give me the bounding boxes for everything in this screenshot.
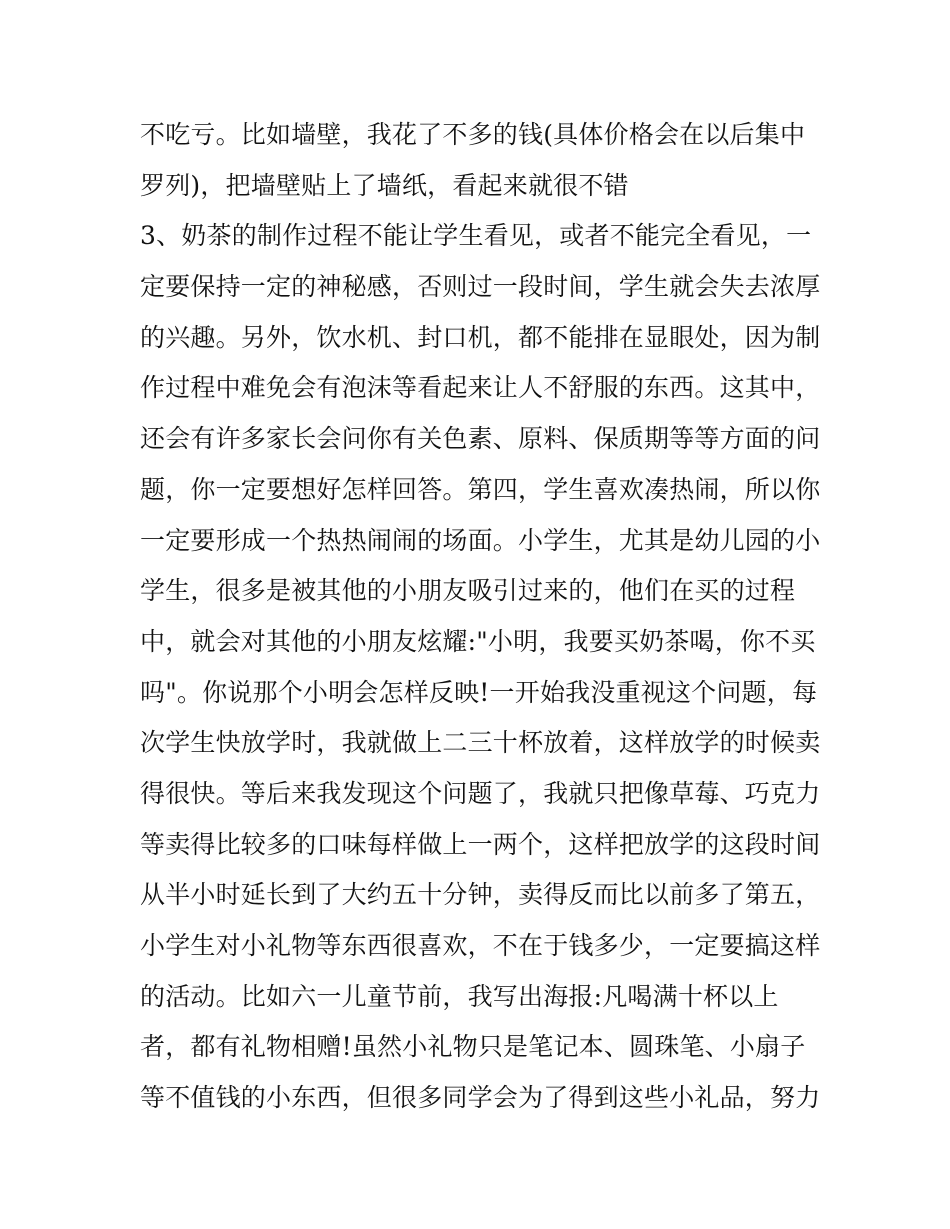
body-text <box>140 110 830 1124</box>
text-line: 次学生快放学时，我就做上二三十杯放着，这样放学的时候卖 <box>140 728 821 758</box>
text-line: 3、奶茶的制作过程不能让学生看见，或者不能完全看见，一 <box>140 221 812 251</box>
text-line: 不吃亏。比如墙壁，我花了不多的钱(具体价格会在以后集中 <box>140 120 806 149</box>
text-line: 中，就会对其他的小朋友炫耀:"小明，我要买奶茶喝，你不买 <box>140 626 816 656</box>
text-line: 者，都有礼物相赠!虽然小礼物只是笔记本、圆珠笔、小扇子 <box>140 1032 806 1062</box>
text-line: 定要保持一定的神秘感，否则过一段时间，学生就会失去浓厚 <box>140 272 821 302</box>
text-line: 的兴趣。另外，饮水机、封口机，都不能排在显眼处，因为制 <box>140 322 821 352</box>
text-line: 一定要形成一个热热闹闹的场面。小学生，尤其是幼儿园的小 <box>140 525 821 555</box>
text-line: 等卖得比较多的口味每样做上一两个，这样把放学的这段时间 <box>140 829 821 859</box>
text-line: 小学生对小礼物等东西很喜欢，不在于钱多少，一定要搞这样 <box>140 931 821 960</box>
text-line: 学生，很多是被其他的小朋友吸引过来的，他们在买的过程 <box>140 576 796 606</box>
text-line: 吗"。你说那个小明会怎样反映!一开始我没重视这个问题，每 <box>140 677 818 707</box>
text-line: 的活动。比如六一儿童节前，我写出海报:凡喝满十杯以上 <box>140 981 779 1011</box>
text-line: 等不值钱的小东西，但很多同学会为了得到这些小礼品，努力 <box>140 1083 821 1113</box>
text-line: 作过程中难免会有泡沫等看起来让人不舒服的东西。这其中， <box>140 373 821 403</box>
text-line: 从半小时延长到了大约五十分钟，卖得反而比以前多了第五， <box>140 880 821 910</box>
text-line: 还会有许多家长会问你有关色素、原料、保质期等等方面的问 <box>140 424 821 454</box>
text-line: 罗列)，把墙壁贴上了墙纸，看起来就很不错 <box>140 170 629 200</box>
text-line: 题，你一定要想好怎样回答。第四，学生喜欢凑热闹，所以你 <box>140 474 821 504</box>
text-line: 得很快。等后来我发现这个问题了，我就只把像草莓、巧克力 <box>140 778 821 808</box>
